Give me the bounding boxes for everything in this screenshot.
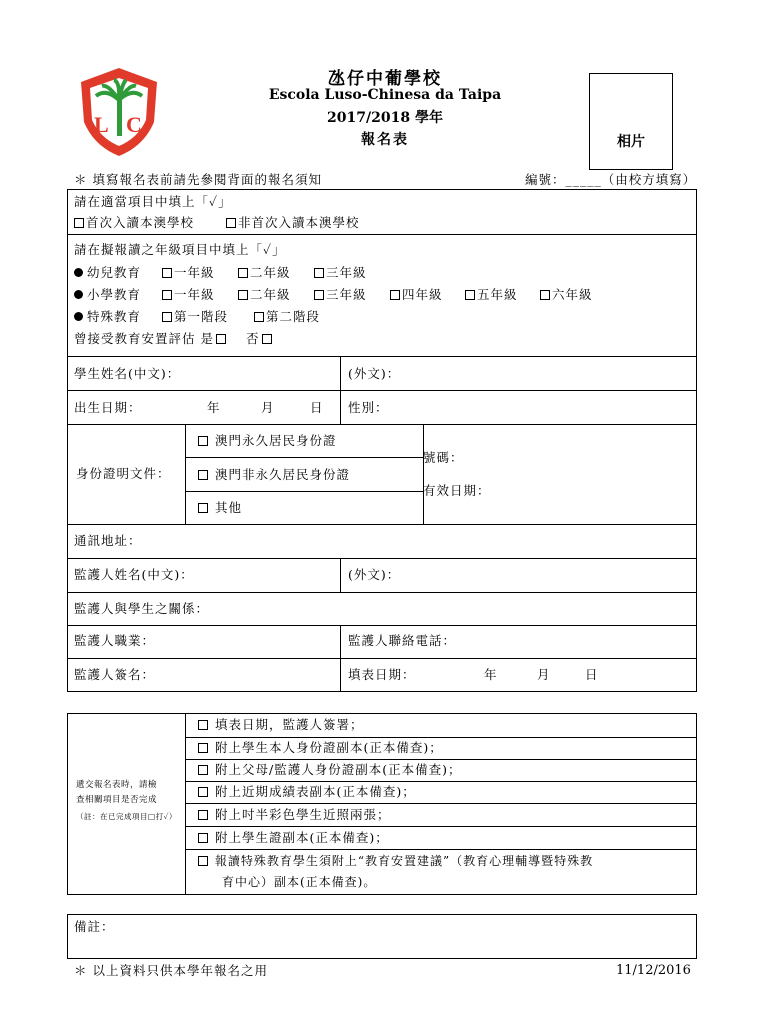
kinder-label: 幼兒教育: [74, 265, 141, 281]
signature-label: 監護人簽名：: [74, 667, 156, 682]
checklist-item[interactable]: 附上學生證副本(正本備查)；: [198, 830, 389, 846]
svg-text:C: C: [126, 112, 142, 137]
fill-date-month: 月: [537, 667, 551, 682]
primary-opt[interactable]: 六年級: [540, 287, 593, 303]
special-label: 特殊教育: [74, 309, 141, 325]
checkbox[interactable]: [465, 290, 475, 300]
school-name-cn: 氹仔中葡學校: [328, 69, 442, 89]
dob-day: 日: [310, 400, 324, 415]
bullet-icon: [74, 312, 83, 321]
checkbox[interactable]: [162, 290, 172, 300]
photo-label: 相片: [617, 134, 645, 150]
checkbox[interactable]: [198, 787, 208, 797]
address-label: 通訊地址：: [74, 533, 142, 548]
svg-text:L: L: [94, 112, 109, 137]
student-name-cn-label: 學生姓名(中文)：: [74, 366, 181, 381]
checkbox[interactable]: [390, 290, 400, 300]
guardian-name-cn-label: 監護人姓名(中文)：: [74, 567, 194, 582]
primary-label: 小學教育: [74, 287, 141, 303]
dob-year: 年: [207, 400, 221, 415]
fill-date-year: 年: [484, 667, 498, 682]
fill-date-label: 填表日期：: [348, 667, 416, 682]
checklist-item[interactable]: 附上近期成績表副本(正本備查)；: [198, 784, 416, 800]
checkbox[interactable]: [254, 312, 264, 322]
id-opt-nonpermanent[interactable]: 澳門非永久居民身份證: [198, 467, 350, 483]
bullet-icon: [74, 268, 83, 277]
checkbox[interactable]: [198, 720, 208, 730]
checkbox[interactable]: [198, 436, 208, 446]
kinder-opt[interactable]: 一年級: [162, 265, 215, 281]
id-number-label: 號碼：: [423, 450, 464, 465]
assessment-row: 曾接受教育安置評估 是 否: [74, 331, 274, 347]
academic-year: 2017/2018 學年: [327, 110, 443, 126]
checklist-item[interactable]: 附上父母/監護人身份證副本(正本備查)；: [198, 762, 461, 778]
checkbox[interactable]: [162, 312, 172, 322]
serial-number: 編號：_____（由校方填寫）: [525, 172, 697, 187]
checkbox[interactable]: [540, 290, 550, 300]
kinder-opt[interactable]: 二年級: [238, 265, 291, 281]
checkbox-no[interactable]: [262, 334, 272, 344]
fill-date-day: 日: [585, 667, 599, 682]
relation-label: 監護人與學生之關係：: [74, 601, 210, 616]
checkbox[interactable]: [314, 268, 324, 278]
section2-prompt: 請在擬報讀之年級項目中填上「✓」: [74, 242, 286, 257]
checkbox[interactable]: [198, 470, 208, 480]
checkbox[interactable]: [198, 856, 208, 866]
primary-opt[interactable]: 二年級: [238, 287, 291, 303]
checklist-item-continued: 育中心）副本(正本備查)。: [222, 875, 377, 889]
footer-date: 11/12/2016: [616, 963, 691, 978]
dob-month: 月: [261, 400, 275, 415]
primary-opt[interactable]: 五年級: [465, 287, 518, 303]
primary-opt[interactable]: 一年級: [162, 287, 215, 303]
remarks-label: 備註：: [74, 919, 115, 934]
checkbox-yes[interactable]: [216, 334, 226, 344]
checkbox[interactable]: [238, 268, 248, 278]
section1-prompt: 請在適當項目中填上「✓」: [74, 194, 232, 209]
special-opt[interactable]: 第一階段: [162, 309, 228, 325]
checklist-side-note: （註：在已完成項目□打✓）: [76, 812, 177, 821]
checklist-item[interactable]: 報讀特殊教育學生須附上“教育安置建議”（教育心理輔導暨特殊教: [198, 853, 593, 869]
special-opt[interactable]: 第二階段: [254, 309, 320, 325]
checkbox[interactable]: [198, 743, 208, 753]
opt-first-school[interactable]: 首次入讀本澳學校: [74, 215, 194, 231]
checkbox[interactable]: [198, 765, 208, 775]
footer-note: ＊ 以上資料只供本學年報名之用: [74, 963, 268, 978]
guardian-name-foreign-label: (外文)：: [348, 567, 401, 582]
instruction-note: ＊ 填寫報名表前請先參閱背面的報名須知: [74, 172, 322, 187]
checkbox[interactable]: [162, 268, 172, 278]
occupation-label: 監護人職業：: [74, 633, 156, 648]
form-title: 報名表: [361, 132, 409, 148]
checklist-side-note: 查相關項目是否完成: [76, 795, 158, 805]
checkbox[interactable]: [198, 810, 208, 820]
kinder-opt[interactable]: 三年級: [314, 265, 367, 281]
gender-label: 性別：: [348, 400, 389, 415]
phone-label: 監護人聯絡電話：: [348, 633, 457, 648]
primary-opt[interactable]: 四年級: [390, 287, 443, 303]
checkbox[interactable]: [74, 218, 84, 228]
photo-box: [589, 73, 673, 170]
checklist-side-note: 遞交報名表時，請檢: [76, 780, 158, 790]
checkbox[interactable]: [226, 218, 236, 228]
checklist-item[interactable]: 填表日期，監護人簽署；: [198, 717, 364, 733]
primary-opt[interactable]: 三年級: [314, 287, 367, 303]
checkbox[interactable]: [198, 503, 208, 513]
id-opt-permanent[interactable]: 澳門永久居民身份證: [198, 433, 337, 449]
id-valid-label: 有效日期：: [423, 483, 491, 498]
checkbox[interactable]: [198, 833, 208, 843]
checklist-item[interactable]: 附上吋半彩色學生近照兩張；: [198, 807, 391, 823]
opt-not-first-school[interactable]: 非首次入讀本澳學校: [226, 215, 360, 231]
bullet-icon: [74, 290, 83, 299]
id-doc-label: 身份證明文件：: [76, 466, 171, 481]
checkbox[interactable]: [238, 290, 248, 300]
school-name-pt: Escola Luso-Chinesa da Taipa: [268, 87, 502, 103]
dob-label: 出生日期：: [74, 400, 142, 415]
id-opt-other[interactable]: 其他: [198, 500, 242, 516]
checklist-item[interactable]: 附上學生本人身份證副本(正本備查)；: [198, 740, 443, 756]
checkbox[interactable]: [314, 290, 324, 300]
student-name-foreign-label: (外文)：: [348, 366, 401, 381]
